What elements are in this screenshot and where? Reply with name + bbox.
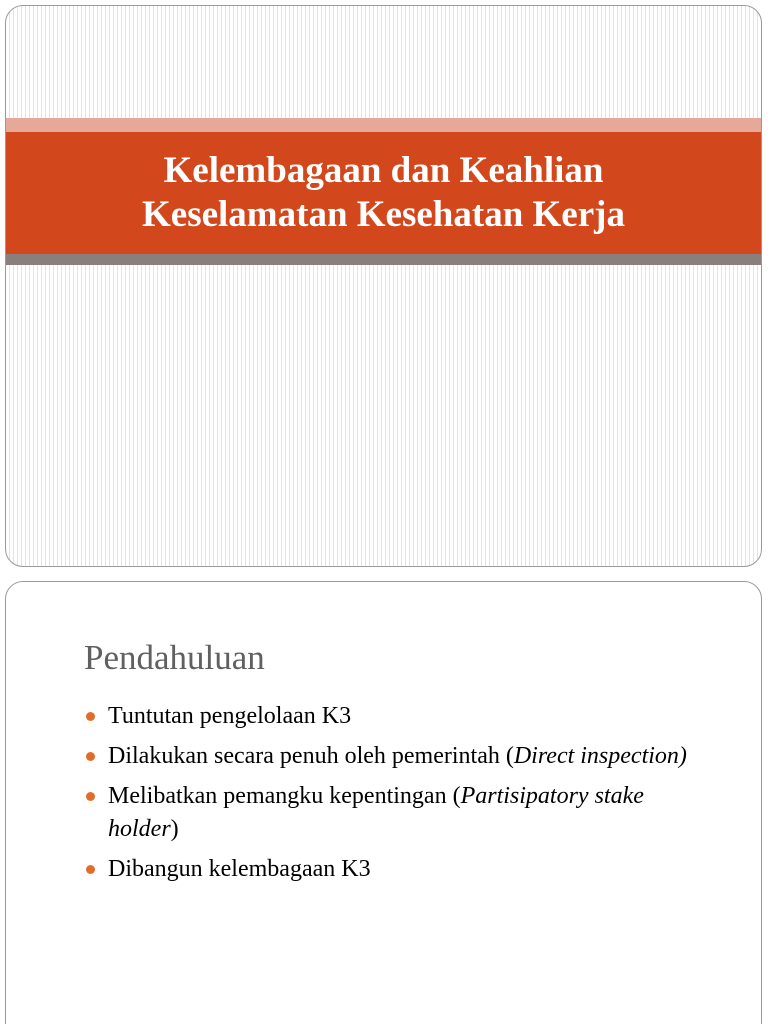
bullet-dot-icon	[86, 792, 95, 801]
title-slide	[5, 5, 762, 567]
slide-title-line-2: Keselamatan Kesehatan Kerja	[142, 194, 625, 235]
bullet-text: Dilakukan secara penuh oleh pemerintah (	[108, 743, 514, 769]
list-item	[86, 740, 706, 773]
content-slide	[5, 581, 762, 1024]
title-band	[6, 132, 761, 254]
bullet-text: Tuntutan pengelolaan K3	[108, 703, 352, 729]
bullet-dot-icon	[86, 865, 95, 874]
slide-title	[142, 149, 625, 237]
list-item	[86, 780, 706, 846]
bullet-italic-text: Direct inspection)	[513, 743, 687, 769]
bullet-text: Dibangun kelembagaan K3	[108, 856, 371, 882]
bullet-text: Melibatkan pemangku kepentingan (	[108, 783, 461, 809]
bullet-dot-icon	[86, 752, 95, 761]
slide-title-line-1: Kelembagaan dan Keahlian	[163, 150, 604, 191]
list-item	[86, 700, 706, 733]
bullet-italic-text: Partisipatory stake holder	[108, 783, 644, 842]
bullet-list	[86, 700, 706, 893]
title-accent-bottom-stripe	[6, 254, 761, 265]
list-item	[86, 853, 706, 886]
bullet-text-after: )	[170, 816, 179, 842]
title-accent-top-stripe	[6, 118, 761, 132]
bullet-dot-icon	[86, 712, 95, 721]
section-heading: Pendahuluan	[84, 638, 265, 677]
